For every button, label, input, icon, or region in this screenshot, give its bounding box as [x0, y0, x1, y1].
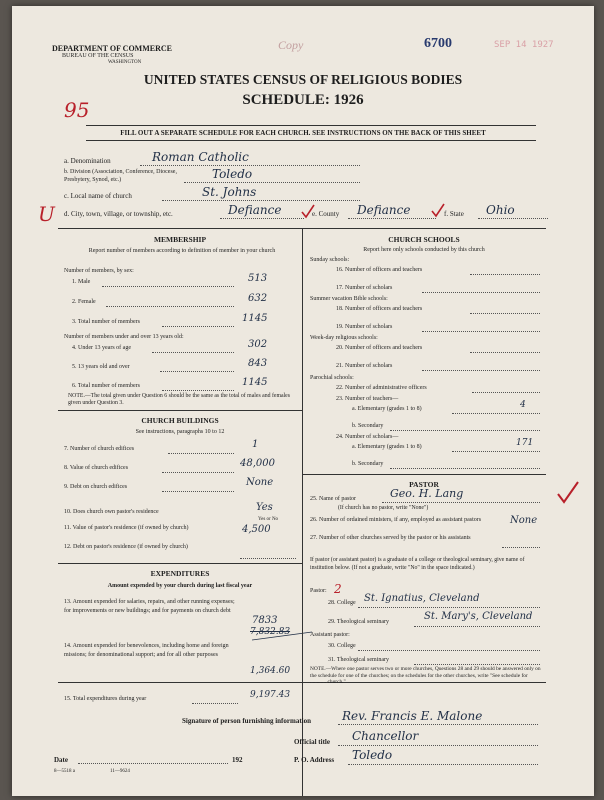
- q23a-label: a. Elementary (grades 1 to 8): [352, 406, 422, 412]
- q14-value: 1,364.60: [250, 666, 291, 676]
- weekday-schools-label: Week-day religious schools:: [310, 335, 378, 341]
- q10-label: 10. Does church own pastor's residence: [64, 509, 159, 515]
- county-value: Defiance: [357, 203, 411, 217]
- buildings-intro: See instructions, paragraphs 10 to 12: [135, 429, 225, 435]
- instruction-banner: FILL OUT A SEPARATE SCHEDULE FOR EACH CHURCH. SEE INSTRUCTIONS ON THE BACK OF THIS SHEET: [120, 129, 486, 137]
- pastor-red-mark: 2: [334, 582, 342, 596]
- check-mark-county: [432, 204, 444, 216]
- form-title: UNITED STATES CENSUS OF RELIGIOUS BODIES: [143, 72, 463, 87]
- q29-value: St. Mary's, Cleveland: [424, 611, 533, 622]
- q29-label: 29. Theological seminary: [328, 619, 390, 625]
- q3-value: 1145: [242, 313, 268, 324]
- po-address-value: Toledo: [352, 748, 393, 762]
- bureau-label: BUREAU OF THE CENSUS: [62, 53, 134, 59]
- q23-label: 23. Number of teachers—: [336, 396, 399, 402]
- q25-value: Geo. H. Lang: [390, 487, 464, 500]
- members-by-age: Number of members under and over 13 years old:: [64, 334, 184, 340]
- q16-label: 16. Number of officers and teachers: [336, 267, 423, 273]
- q13-label: 13. Amount expended for salaries, repairs, and other running expenses; for improvements or new buildings; and for payments on church debt: [64, 599, 235, 614]
- check-mark-city: [302, 205, 314, 217]
- q30-label: 30. College: [328, 643, 356, 649]
- q9-value: None: [246, 477, 274, 488]
- signature-label: Signature of person furnishing information: [182, 717, 311, 725]
- form-code: 8—5518 a: [54, 769, 75, 774]
- expenditures-title: EXPENDITURES: [150, 569, 210, 578]
- q5-label: 5. 13 years old and over: [72, 364, 130, 370]
- schools-intro: Report here only schools conducted by this church: [363, 247, 485, 253]
- department-label: DEPARTMENT OF COMMERCE: [52, 44, 173, 53]
- q21-label: 21. Number of scholars: [336, 363, 393, 369]
- city-town-value: Defiance: [228, 203, 282, 217]
- division-value: Toledo: [212, 167, 253, 181]
- q8-label: 8. Value of church edifices: [64, 465, 129, 471]
- denomination-label: a. Denomination: [64, 157, 111, 165]
- q10-hint: Yes or No: [258, 517, 279, 522]
- pastor-title: PASTOR: [409, 480, 439, 489]
- city-label: WASHINGTON: [108, 60, 142, 65]
- q24a-value: 171: [516, 438, 534, 448]
- copy-note: Copy: [278, 38, 304, 52]
- q23a-value: 4: [520, 400, 526, 410]
- official-title-label: Official title: [294, 738, 330, 746]
- q13-value: 7833: [252, 615, 278, 626]
- q13-struck-value: 7,832.83: [250, 627, 291, 637]
- members-by-sex: Number of members, by sex:: [64, 268, 134, 274]
- official-title-value: Chancellor: [352, 729, 419, 743]
- red-number: 95: [64, 98, 90, 122]
- city-town-label: d. City, town, village, or township, etc.: [64, 210, 173, 218]
- q11-value: 4,500: [242, 524, 271, 535]
- q25-hint: (If church has no pastor, write "None"): [338, 505, 429, 511]
- state-value: Ohio: [486, 203, 515, 217]
- q2-label: 2. Female: [72, 299, 96, 305]
- membership-intro: Report number of members according to definition of member in your church: [88, 248, 276, 254]
- membership-title: MEMBERSHIP: [153, 235, 207, 244]
- pastor-sublabel: Pastor:: [310, 588, 327, 594]
- year-label: 192: [232, 756, 243, 764]
- graduate-instruction: If pastor (or assistant pastor) is a graduate of a college or theological seminary, give name of institution below. (If not a graduate, write "No" in the space indicated.): [310, 557, 525, 571]
- assistant-pastor-label: Assistant pastor:: [310, 632, 350, 638]
- church-name-label: c. Local name of church: [64, 192, 132, 200]
- q15-value: 9,197.43: [250, 690, 291, 700]
- q11-label: 11. Value of pastor's residence (if owned by church): [64, 525, 189, 531]
- q4-label: 4. Under 13 years of age: [72, 345, 131, 351]
- schools-title: CHURCH SCHOOLS: [388, 235, 460, 244]
- expenditures-intro: Amount expended by your church during last fiscal year: [107, 583, 253, 589]
- q4-value: 302: [248, 339, 268, 350]
- summer-schools-label: Summer vacation Bible schools:: [310, 296, 388, 302]
- po-address-label: P. O. Address: [294, 756, 335, 764]
- pastor-note: NOTE.—Where one pastor serves two or more churches, Questions 28 and 29 should be answered only on the schedule for one of the churches; on the schedules for the other churches, write "See schedule for ............ church.": [310, 666, 541, 686]
- q6-label: 6. Total number of members: [72, 383, 140, 389]
- q24-label: 24. Number of scholars—: [336, 434, 399, 440]
- q1-label: 1. Male: [72, 279, 91, 285]
- q18-label: 18. Number of officers and teachers: [336, 306, 423, 312]
- q15-label: 15. Total expenditures during year: [64, 696, 147, 702]
- state-label: f. State: [444, 210, 464, 218]
- date-label: Date: [54, 756, 68, 764]
- q28-value: St. Ignatius, Cleveland: [364, 593, 480, 604]
- margin-mark: U: [38, 202, 55, 226]
- sunday-schools-label: Sunday schools:: [310, 257, 350, 263]
- q5-value: 843: [248, 358, 268, 369]
- q26-value: None: [510, 515, 538, 526]
- q7-value: 1: [252, 439, 259, 450]
- q2-value: 632: [248, 293, 268, 304]
- parochial-schools-label: Parochial schools:: [310, 375, 354, 381]
- date-stamp: SEP 14 1927: [494, 40, 554, 50]
- q24a-label: a. Elementary (grades 1 to 8): [352, 444, 422, 450]
- denomination-value: Roman Catholic: [152, 150, 249, 164]
- q27-label: 27. Number of other churches served by the pastor or his assistants: [310, 535, 471, 541]
- county-label: e. County: [312, 210, 340, 218]
- signature-value: Rev. Francis E. Malone: [342, 709, 483, 723]
- schedule-title: SCHEDULE: 1926: [242, 92, 364, 108]
- serial-number: 6700: [424, 36, 452, 51]
- q10-value: Yes: [256, 502, 273, 513]
- q28-label: 28. College: [328, 600, 356, 606]
- q9-label: 9. Debt on church edifices: [64, 484, 128, 490]
- church-name-value: St. Johns: [202, 185, 257, 199]
- buildings-title: CHURCH BUILDINGS: [141, 416, 219, 425]
- q1-value: 513: [248, 273, 268, 284]
- q22-label: 22. Number of administrative officers: [336, 385, 427, 391]
- census-schedule-page: [12, 6, 594, 796]
- q19-label: 19. Number of scholars: [336, 324, 393, 330]
- division-label: b. Division (Association, Conference, Diocese, Presbytery, Synod, etc.): [64, 169, 177, 183]
- check-mark-pastor: [558, 482, 578, 502]
- q12-label: 12. Debt on pastor's residence (if owned by church): [64, 544, 188, 550]
- q26-label: 26. Number of ordained ministers, if any, employed as assistant pastors: [310, 517, 482, 523]
- membership-note: NOTE.—The total given under Question 6 should be the same as the total of males and females given under Question 3.: [68, 393, 290, 406]
- q14-label: 14. Amount expended for benevolences, including home and foreign missions; for denominational support; and for all other purposes: [64, 643, 229, 658]
- q23b-label: b. Secondary: [352, 423, 384, 429]
- q24b-label: b. Secondary: [352, 461, 384, 467]
- q31-label: 31. Theological seminary: [328, 657, 390, 663]
- q25-label: 25. Name of pastor: [310, 496, 356, 502]
- q3-label: 3. Total number of members: [72, 319, 140, 325]
- q7-label: 7. Number of church edifices: [64, 446, 135, 452]
- q8-value: 48,000: [240, 458, 275, 469]
- q17-label: 17. Number of scholars: [336, 285, 393, 291]
- q20-label: 20. Number of officers and teachers: [336, 345, 423, 351]
- print-code: 11—9624: [110, 769, 130, 774]
- q6-value: 1145: [242, 377, 268, 388]
